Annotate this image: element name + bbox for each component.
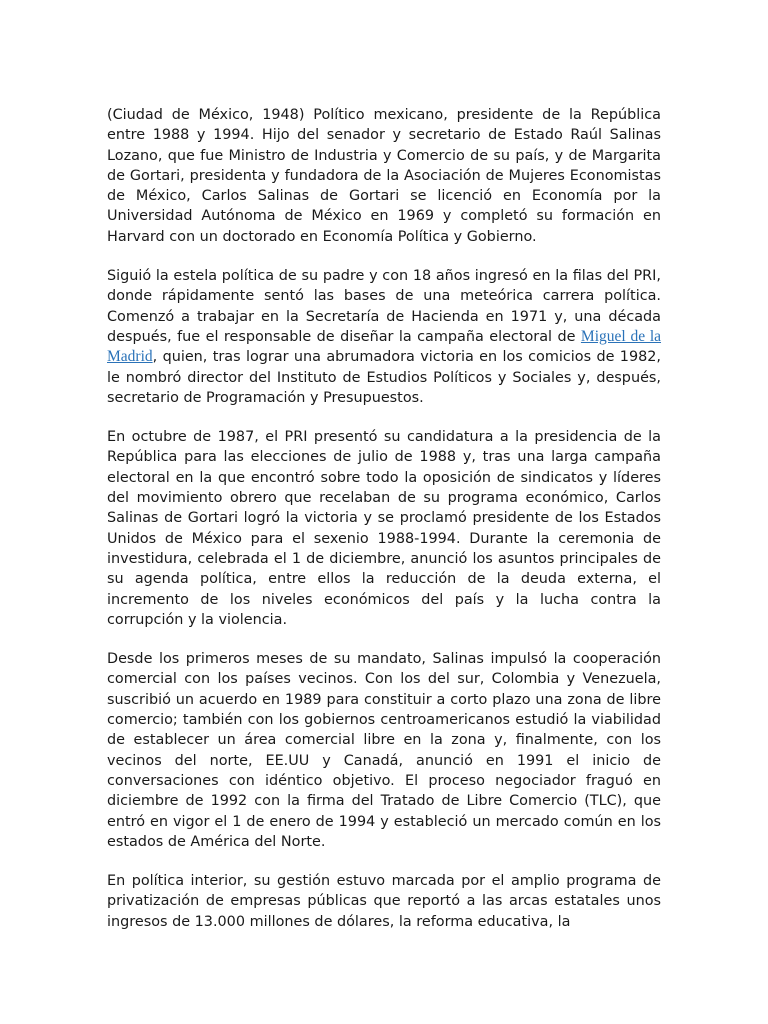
paragraph-1: (Ciudad de México, 1948) Político mexicano, presidente de la República entre 1988 y 1994. Hijo del senador y secretario de Estado Raúl Salinas Lozano, que fue Ministro de Industria y Comercio de su país, y de Margarita de Gortari, presidenta y fundadora de la Asociación de Mujeres Economistas de México, Carlos Salinas de Gortari se licenció en Economía por la Universidad Autónoma de México en 1969 y completó su formación en Harvard con un doctorado en Economía Política y Gobierno. [107, 107, 661, 245]
document-page [107, 105, 661, 951]
paragraph-2 [107, 266, 661, 408]
paragraph-2-text-after: , quien, tras lograr una abrumadora victoria en los comicios de 1982, le nombró director del Instituto de Estudios Políticos y Sociales y, después, secretario de Programación y Presupuestos. [107, 349, 661, 406]
paragraph-2-text-before: Siguió la estela política de su padre y con 18 años ingresó en la filas del PRI, donde rápidamente sentó las bases de una meteórica carrera política. Comenzó a trabajar en la Secretaría de Hacienda en 1971 y, una década después, fue el responsable de diseñar la campaña electoral de [107, 268, 661, 345]
paragraph-4: Desde los primeros meses de su mandato, Salinas impulsó la cooperación comercial con los países vecinos. Con los del sur, Colombia y Venezuela, suscribió un acuerdo en 1989 para constituir a corto plazo una zona de libre comercio; también con los gobiernos centroamericanos estudió la viabilidad de establecer un área comercial libre en la zona y, finalmente, con los vecinos del norte, EE.UU y Canadá, anunció en 1991 el inicio de conversaciones con idéntico objetivo. El proceso negociador fraguó en diciembre de 1992 con la firma del Tratado de Libre Comercio (TLC), que entró en vigor el 1 de enero de 1994 y estableció un mercado común en los estados de América del Norte. [107, 651, 661, 850]
miguel-de-la-madrid-link[interactable]: Miguel de la Madrid [107, 327, 662, 366]
paragraph-3: En octubre de 1987, el PRI presentó su candidatura a la presidencia de la República para las elecciones de julio de 1988 y, tras una larga campaña electoral en la que encontró sobre todo la oposición de sindicatos y líderes del movimiento obrero que recelaban de su programa económico, Carlos Salinas de Gortari logró la victoria y se proclamó presidente de los Estados Unidos de México para el sexenio 1988-1994. Durante la ceremonia de investidura, celebrada el 1 de diciembre, anunció los asuntos principales de su agenda política, entre ellos la reducción de la deuda externa, el incremento de los niveles económicos del país y la lucha contra la corrupción y la violencia. [107, 429, 661, 628]
paragraph-5: En política interior, su gestión estuvo marcada por el amplio programa de privatización de empresas públicas que reportó a las arcas estatales unos ingresos de 13.000 millones de dólares, la reforma educativa, la [107, 873, 661, 930]
